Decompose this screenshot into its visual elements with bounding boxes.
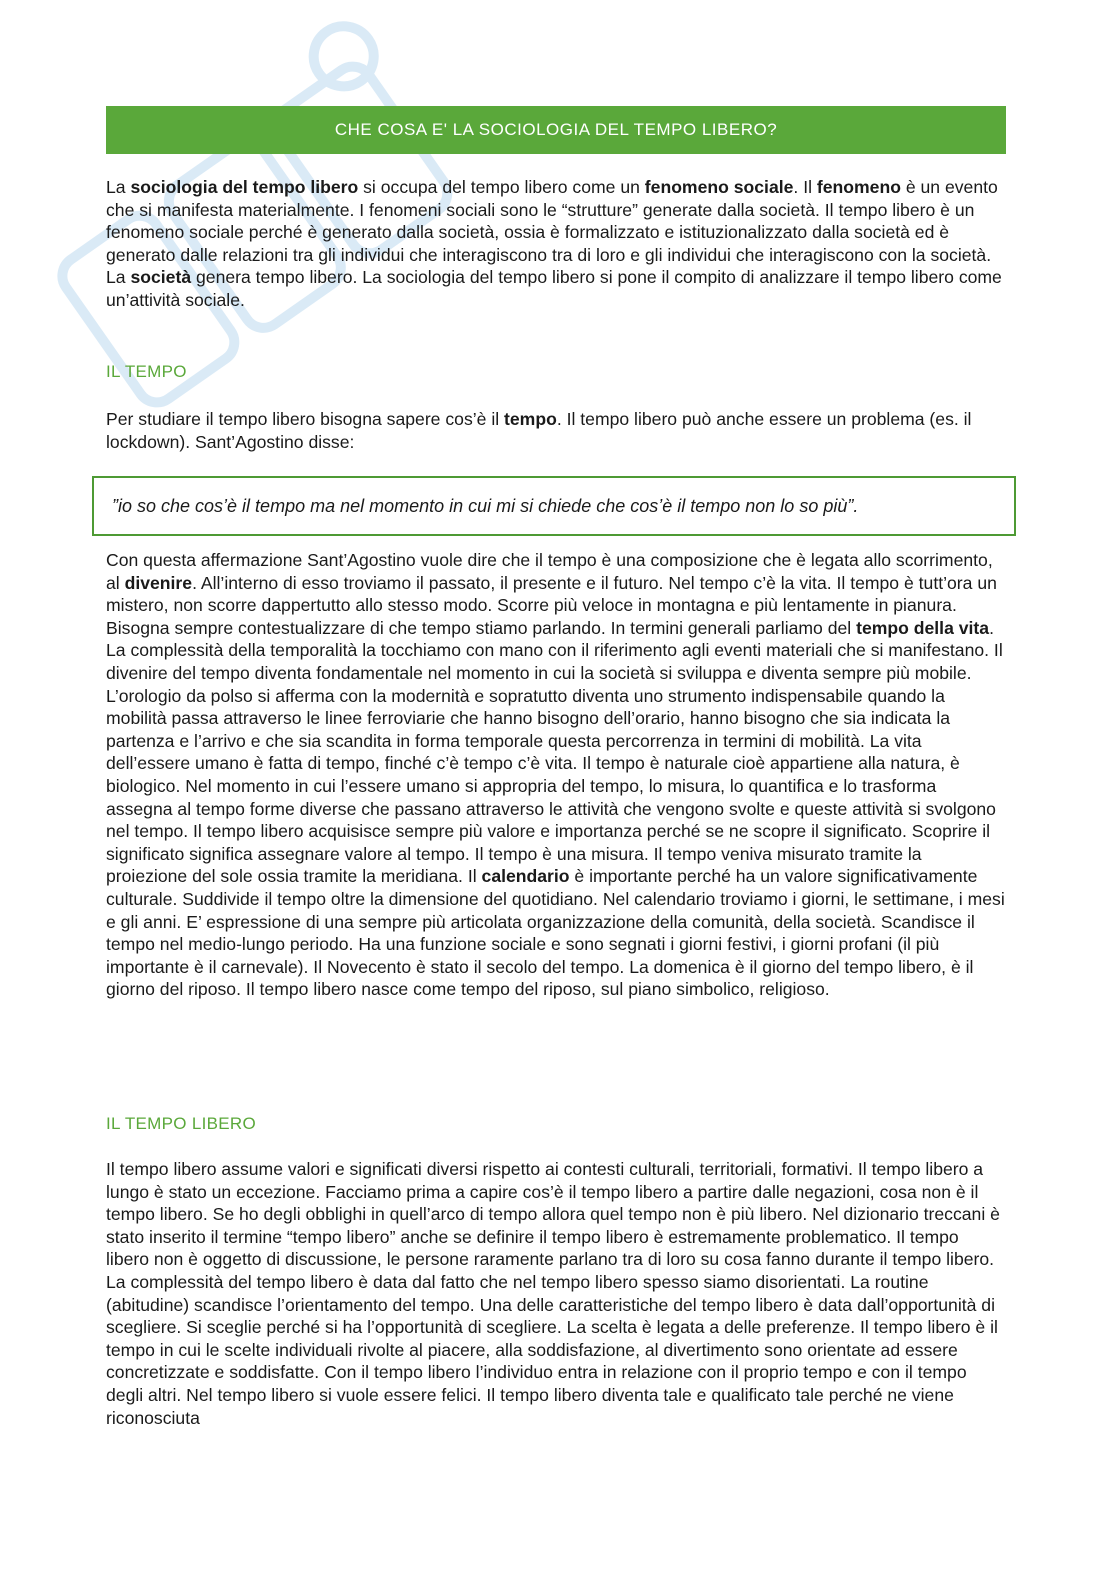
bold-term: società [130, 267, 192, 288]
tempo-intro-paragraph [106, 408, 1006, 453]
intro-paragraph [106, 176, 1006, 312]
text-run: Per studiare il tempo libero bisogna sapere cos’è il [106, 409, 505, 429]
text-run: è importante perché ha un valore significativamente culturale. Suddivide il tempo oltre la dimensione del quotidiano. Nel calendario troviamo i giorni, le settimane, i mesi e gli anni. E’ espressione di una sempre più articolata organizzazione della comunità, della società. Scandisce il tempo nel medio-lungo periodo. Ha una funzione sociale e sono segnati i giorni festivi, i giorni profani (il più importante è il carnevale). Il Novecento è stato il secolo del tempo. La domenica è il giorno del tempo libero, è il giorno del riposo. Il tempo libero nasce come tempo del riposo, sul piano simbolico, religioso. [106, 866, 1005, 1000]
text-run: . Il [793, 177, 817, 197]
bold-term: divenire [124, 572, 193, 593]
quote-box [92, 476, 1016, 536]
page-title: CHE COSA E' LA SOCIOLOGIA DEL TEMPO LIBERO? [106, 106, 1006, 154]
bold-term: tempo della vita [856, 617, 990, 638]
section-heading-tempo-libero: IL TEMPO LIBERO [106, 1114, 256, 1133]
bold-term: tempo [504, 409, 557, 429]
bold-term: fenomeno [816, 177, 901, 197]
text-run: Il tempo libero assume valori e significati diversi rispetto ai contesti culturali, territoriali, formativi. Il tempo libero a lungo è stato un eccezione. Facciamo prima a capire cos’è il tempo libero a partire dalle negazioni, cosa non è il tempo libero. Se ho degli obblighi in quell’arco di tempo allora quel tempo non è più libero. Nel dizionario treccani è stato inserito il termine “tempo libero” anche se definire il tempo libero è estremamente problematico. Il tempo libero non è oggetto di discussione, le persone raramente parlano tra di loro su cosa fanno durante il tempo libero. La complessità del tempo libero è data dal fatto che nel tempo libero spesso siamo disorientati. La routine (abitudine) scandisce l’orientamento del tempo. Una delle caratteristiche del tempo libero è data dall’opportunità di scegliere. Si sceglie perché si ha l’opportunità di scegliere. La scelta è legata a delle preferenze. Il tempo libero è il tempo in cui le scelte individuali rivolte al piacere, alla soddisfazione, al divertimento sono orientate ad essere concretizzate e soddisfatte. Con il tempo libero l’individuo entra in relazione con il proprio tempo e con il tempo degli altri. Nel tempo libero si vuole essere felici. Il tempo libero diventa tale e qualificato tale perché ne viene riconosciuta [106, 1159, 1000, 1428]
bold-term: fenomeno sociale [644, 177, 794, 197]
text-run: La [106, 177, 131, 197]
bold-term: calendario [481, 866, 570, 887]
text-run: genera tempo libero. La sociologia del tempo libero si pone il compito di analizzare il tempo libero come un’attività sociale. [106, 267, 1002, 310]
text-run: . All’interno di esso troviamo il passato, il presente e il futuro. Nel tempo c’è la vita. Il tempo è tutt’ora un mistero, non scorre dappertutto allo stesso modo. Scorre più veloce in montagna e più lentamente in pianura. Bisogna sempre contestualizzare di che tempo stiamo parlando. In termini generali parliamo del [106, 572, 997, 638]
quote-text: ”io so che cos’è il tempo ma nel momento in cui mi si chiede che cos’è il tempo non lo so più”. [112, 495, 859, 516]
section-heading-tempo: IL TEMPO [106, 362, 187, 381]
bold-term: sociologia del tempo libero [130, 177, 359, 197]
text-run: è un evento che si manifesta materialmente. I fenomeni sociali sono le “strutture” generate dalla società. Il tempo libero è un fenomeno sociale perché è generato dalla società, ossia è formalizzato e istituzionalizzato dalla società ed è generato dalle relazioni tra gli individui che interagiscono tra di loro e gli individui che interagiscono con la società. La [106, 177, 998, 288]
text-run: si occupa del tempo libero come un [358, 177, 645, 197]
text-run: Con questa affermazione Sant’Agostino vuole dire che il tempo è una composizione che è legata allo scorrimento, al [106, 550, 993, 593]
tempo-body-paragraph [106, 549, 1006, 1001]
tempo-libero-paragraph [106, 1158, 1006, 1429]
text-run: . La complessità della temporalità la tocchiamo con mano con il riferimento agli eventi materiali che si manifestano. Il divenire del tempo diventa fondamentale nel momento in cui la società si sviluppa e diventa sempre più mobile. L’orologio da polso si afferma con la modernità e sopratutto diventa uno strumento indispensabile quando la mobilità passa attraverso le linee ferroviarie che hanno bisogno dell’orario, hanno bisogno che sia indicata la partenza e l’arrivo e che sia scandita in forma temporale questa percorrenza in termini di mobilità. La vita dell’essere umano è fatta di tempo, finché c’è tempo c’è vita. Il tempo è naturale cioè appartiene alla natura, è biologico. Nel momento in cui l’essere umano si appropria del tempo, lo misura, lo quantifica e lo trasforma assegna al tempo forme diverse che passano attraverso le attività che vengono svolte e queste attività si svolgono nel tempo. Il tempo libero acquisisce sempre più valore e importanza perché se ne scopre il significato. Scoprire il significato significa assegnare valore al tempo. Il tempo è una misura. Il tempo veniva misurato tramite la proiezione del sole ossia tramite la meridiana. Il [106, 617, 1003, 887]
text-run: . Il tempo libero può anche essere un problema (es. il lockdown). Sant’Agostino disse: [106, 409, 972, 452]
